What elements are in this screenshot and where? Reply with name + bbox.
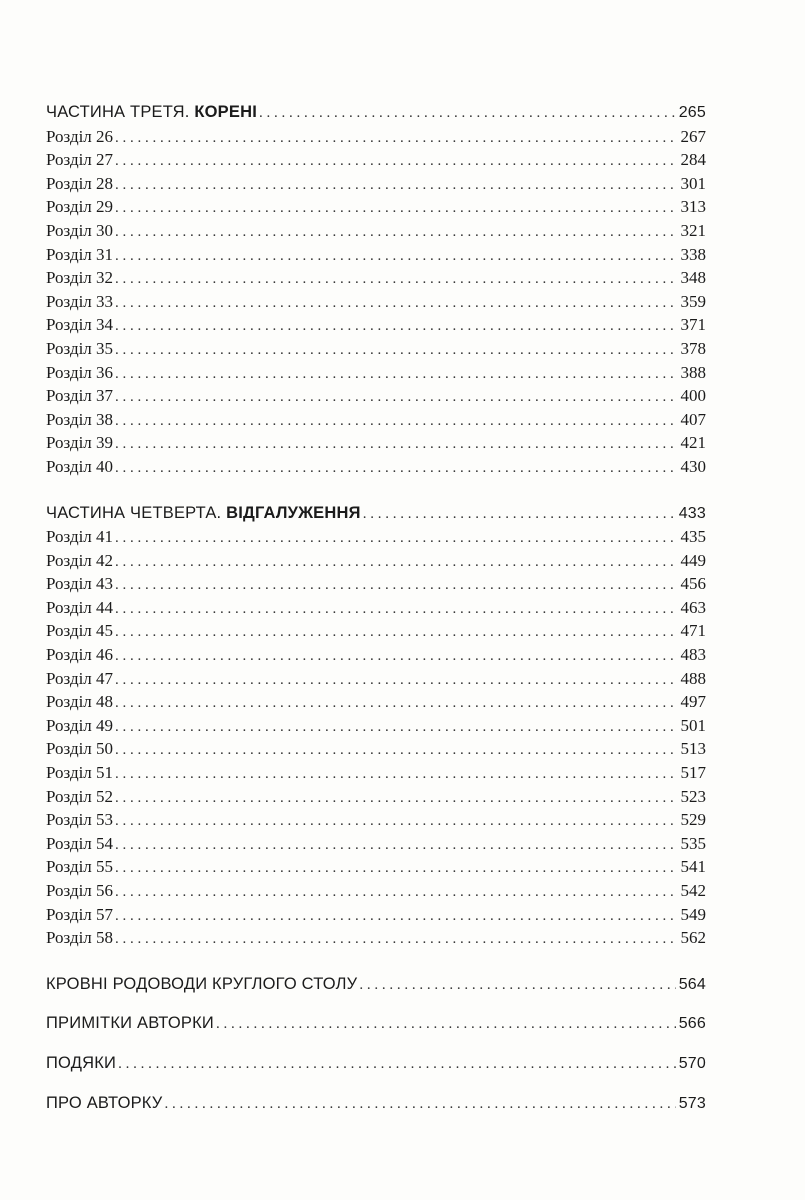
- toc-chapter-entry[interactable]: [46, 690, 706, 714]
- page-number: 566: [678, 1015, 706, 1033]
- toc-chapter-entry[interactable]: [46, 761, 706, 785]
- page-number: 284: [680, 150, 706, 170]
- dot-leader: [115, 881, 677, 905]
- chapter-label: Розділ 46: [46, 645, 114, 665]
- chapter-label: Розділ 45: [46, 621, 114, 641]
- dot-leader: [115, 645, 677, 669]
- dot-leader: [115, 433, 677, 457]
- dot-leader: [115, 857, 677, 881]
- page-number: 449: [680, 550, 706, 570]
- dot-leader: [115, 739, 677, 763]
- page-number: 497: [680, 692, 706, 712]
- page-number: 313: [680, 197, 706, 217]
- page-number: 483: [680, 645, 706, 665]
- chapter-label: Розділ 47: [46, 668, 114, 688]
- page-number: 542: [680, 881, 706, 900]
- part-prefix: ЧАСТИНА ЧЕТВЕРТА.: [46, 503, 222, 522]
- toc-chapter-entry[interactable]: [46, 926, 706, 950]
- chapter-label: Розділ 54: [46, 833, 114, 853]
- page-number: 573: [678, 1094, 706, 1112]
- dot-leader: [115, 315, 677, 339]
- part-heading: [46, 502, 361, 526]
- dot-leader: [115, 669, 677, 693]
- page-number: 267: [680, 126, 706, 146]
- chapter-label: Розділ 49: [46, 715, 114, 735]
- chapter-label: Розділ 43: [46, 574, 114, 594]
- toc-chapter-entry[interactable]: [46, 243, 706, 267]
- page-number: 430: [680, 456, 706, 476]
- toc-chapter-entry[interactable]: [46, 337, 706, 361]
- toc-chapter-entry[interactable]: [46, 361, 706, 385]
- chapter-label: Розділ 31: [46, 244, 114, 264]
- page-number: 501: [680, 715, 706, 735]
- dot-leader: [115, 245, 677, 269]
- toc-chapter-entry[interactable]: [46, 808, 706, 832]
- toc-part-entry[interactable]: [46, 101, 706, 125]
- part-heading: [46, 101, 257, 125]
- chapter-label: Розділ 41: [46, 527, 114, 547]
- toc-chapter-entry[interactable]: [46, 643, 706, 667]
- toc-chapter-entry[interactable]: [46, 667, 706, 691]
- section-label: КРОВНІ РОДОВОДИ КРУГЛОГО СТОЛУ: [46, 974, 358, 993]
- toc-chapter-entry[interactable]: [46, 714, 706, 738]
- chapter-label: Розділ 30: [46, 220, 114, 240]
- dot-leader: [115, 598, 677, 622]
- dot-leader: [164, 1093, 675, 1117]
- toc-chapter-entry[interactable]: [46, 384, 706, 408]
- toc-section-entry[interactable]: [46, 973, 706, 997]
- toc-chapter-entry[interactable]: [46, 525, 706, 549]
- page-number: 523: [680, 786, 706, 806]
- page-number: 421: [680, 433, 706, 453]
- dot-leader: [259, 102, 676, 126]
- chapter-label: Розділ 27: [46, 150, 114, 170]
- dot-leader: [115, 527, 677, 551]
- chapter-label: Розділ 42: [46, 550, 114, 570]
- toc-section-entry[interactable]: [46, 1012, 706, 1036]
- toc-part-entry[interactable]: [46, 502, 706, 526]
- page-number: 456: [680, 574, 706, 594]
- toc-chapter-entry[interactable]: [46, 431, 706, 455]
- chapter-label: Розділ 44: [46, 597, 114, 617]
- toc-chapter-entry[interactable]: [46, 737, 706, 761]
- page-number: 463: [680, 597, 706, 617]
- page-number: 348: [680, 268, 706, 288]
- page-number: 301: [680, 173, 706, 193]
- dot-leader: [115, 410, 677, 434]
- page-number: 400: [680, 386, 706, 406]
- page-number: 541: [680, 857, 706, 877]
- dot-leader: [115, 174, 677, 198]
- chapter-label: Розділ 50: [46, 739, 114, 759]
- page-number: 513: [680, 739, 706, 759]
- part-title: ВІДГАЛУЖЕННЯ: [226, 503, 361, 522]
- page-number: 265: [678, 104, 706, 121]
- toc-chapter-entry[interactable]: [46, 549, 706, 573]
- page-number: 433: [678, 504, 706, 522]
- chapter-label: Розділ 38: [46, 409, 114, 429]
- dot-leader: [115, 574, 677, 598]
- page-number: 517: [680, 763, 706, 783]
- toc-chapter-entry[interactable]: [46, 172, 706, 196]
- dot-leader: [115, 292, 677, 316]
- chapter-label: Розділ 39: [46, 433, 114, 453]
- chapter-label: Розділ 34: [46, 315, 114, 335]
- page-number: 471: [680, 621, 706, 641]
- dot-leader: [115, 221, 677, 245]
- dot-leader: [115, 834, 677, 858]
- dot-leader: [115, 197, 677, 221]
- toc-chapter-entry[interactable]: [46, 785, 706, 809]
- dot-leader: [115, 363, 677, 387]
- page-number: 529: [680, 810, 706, 830]
- dot-leader: [115, 787, 677, 811]
- part-prefix: ЧАСТИНА ТРЕТЯ.: [46, 103, 190, 121]
- chapter-label: Розділ 58: [46, 928, 114, 948]
- toc-chapter-entry[interactable]: [46, 855, 706, 879]
- dot-leader: [363, 503, 676, 527]
- toc-chapter-entry[interactable]: [46, 832, 706, 856]
- page-number: 549: [680, 904, 706, 924]
- toc-chapter-entry[interactable]: [46, 219, 706, 243]
- chapter-label: Розділ 56: [46, 881, 114, 900]
- dot-leader: [115, 621, 677, 645]
- chapter-label: Розділ 51: [46, 763, 114, 783]
- page-number: 488: [680, 668, 706, 688]
- toc-chapter-entry[interactable]: [46, 313, 706, 337]
- table-of-contents: [46, 101, 706, 1115]
- dot-leader: [115, 692, 677, 716]
- toc-chapter-entry[interactable]: [46, 455, 706, 479]
- dot-leader: [115, 386, 677, 410]
- page-number: 407: [680, 409, 706, 429]
- chapter-label: Розділ 53: [46, 810, 114, 830]
- chapter-label: Розділ 35: [46, 338, 114, 358]
- chapter-label: Розділ 55: [46, 857, 114, 877]
- chapter-label: Розділ 48: [46, 692, 114, 712]
- chapter-label: Розділ 33: [46, 291, 114, 311]
- toc-section-entry[interactable]: [46, 1052, 706, 1076]
- chapter-label: Розділ 57: [46, 904, 114, 924]
- dot-leader: [115, 810, 677, 834]
- page-number: 371: [680, 315, 706, 335]
- dot-leader: [115, 127, 677, 151]
- chapter-label: Розділ 36: [46, 362, 114, 382]
- chapter-label: Розділ 28: [46, 173, 114, 193]
- toc-chapter-entry[interactable]: [46, 408, 706, 432]
- toc-chapter-entry[interactable]: [46, 572, 706, 596]
- section-label: ПРИМІТКИ АВТОРКИ: [46, 1014, 214, 1033]
- toc-section-entry[interactable]: [46, 1092, 706, 1116]
- dot-leader: [115, 551, 677, 575]
- dot-leader: [115, 928, 677, 952]
- toc-chapter-entry[interactable]: [46, 290, 706, 314]
- part-title: КОРЕНІ: [194, 103, 257, 121]
- page-number: 388: [680, 362, 706, 382]
- dot-leader: [115, 905, 677, 929]
- dot-leader: [118, 1053, 676, 1077]
- chapter-label: Розділ 37: [46, 386, 114, 406]
- page-number: 535: [680, 833, 706, 853]
- page-number: 321: [680, 220, 706, 240]
- dot-leader: [115, 457, 677, 481]
- chapter-label: Розділ 52: [46, 786, 114, 806]
- toc-chapter-entry[interactable]: [46, 903, 706, 927]
- chapter-label: Розділ 26: [46, 126, 114, 146]
- toc-chapter-entry[interactable]: [46, 125, 706, 149]
- page-number: 435: [680, 527, 706, 547]
- page-number: 378: [680, 338, 706, 358]
- dot-leader: [115, 268, 677, 292]
- toc-chapter-entry[interactable]: [46, 148, 706, 172]
- toc-chapter-entry[interactable]: [46, 879, 706, 903]
- toc-chapter-entry[interactable]: [46, 195, 706, 219]
- toc-chapter-entry[interactable]: [46, 266, 706, 290]
- page-number: 338: [680, 244, 706, 264]
- section-label: ПРО АВТОРКУ: [46, 1093, 163, 1112]
- page-number: 564: [678, 975, 706, 993]
- toc-chapter-entry[interactable]: [46, 619, 706, 643]
- chapter-label: Розділ 40: [46, 456, 114, 476]
- dot-leader: [359, 974, 675, 998]
- dot-leader: [115, 716, 677, 740]
- page-number: 570: [678, 1054, 706, 1072]
- dot-leader: [115, 763, 677, 787]
- chapter-label: Розділ 29: [46, 197, 114, 217]
- dot-leader: [115, 150, 677, 174]
- section-label: ПОДЯКИ: [46, 1053, 117, 1072]
- page-number: 562: [680, 928, 706, 948]
- chapter-label: Розділ 32: [46, 268, 114, 288]
- dot-leader: [216, 1013, 676, 1037]
- toc-chapter-entry[interactable]: [46, 596, 706, 620]
- dot-leader: [115, 339, 677, 363]
- page-number: 359: [680, 291, 706, 311]
